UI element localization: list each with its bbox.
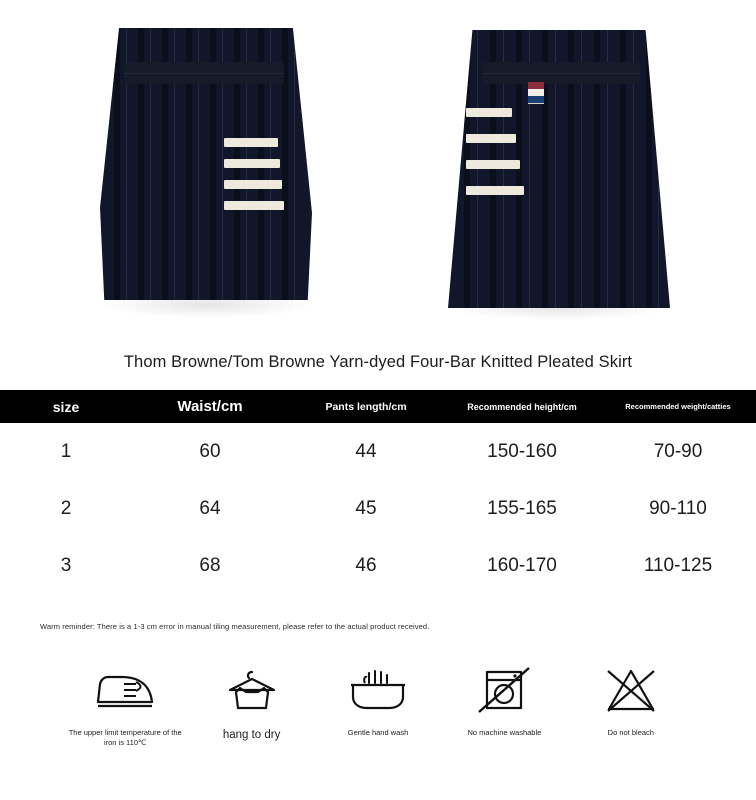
care-label-hand-wash: Gentle hand wash (347, 728, 409, 737)
product-title: Thom Browne/Tom Browne Yarn-dyed Four-Bar Knitted Pleated Skirt (123, 353, 633, 371)
header-waist: Waist/cm (132, 390, 288, 423)
product-photo-gallery (0, 0, 756, 330)
measurement-reminder: Warm reminder: There is a 1-3 cm error in manual tiling measurement, please refer to the actual product received. (40, 622, 430, 631)
cell-weight: 110-125 (643, 554, 713, 576)
care-label-hang-dry: hang to dry (222, 729, 281, 741)
header-length: Pants length/cm (288, 390, 444, 423)
cell-height: 155-165 (487, 497, 557, 519)
cell-weight: 70-90 (653, 440, 703, 462)
hand-wash-icon (315, 661, 441, 719)
grosgrain-tab-icon (528, 82, 544, 104)
iron-icon (62, 661, 188, 719)
care-item-hand-wash (315, 661, 441, 748)
care-item-hang-dry (188, 661, 314, 748)
product-photo-left (92, 0, 322, 320)
cell-length: 46 (355, 554, 377, 576)
header-height: Recommended height/cm (444, 390, 600, 423)
cell-size: 2 (60, 497, 72, 519)
cell-height: 150-160 (487, 440, 557, 462)
care-item-iron (62, 661, 188, 748)
care-label-iron: The upper limit temperature of the iron is 110℃ (68, 728, 182, 747)
care-item-no-machine-wash (441, 661, 567, 748)
header-size: size (0, 390, 132, 423)
hang-to-dry-icon (188, 661, 314, 719)
header-weight: Recommended weight/catties (600, 390, 756, 423)
table-row (0, 480, 756, 537)
care-label-no-bleach: Do not bleach (607, 728, 654, 737)
table-row (0, 537, 756, 594)
cell-length: 44 (355, 440, 377, 462)
do-not-bleach-icon (568, 661, 694, 719)
care-item-no-bleach (568, 661, 694, 748)
four-bar-stripes (466, 108, 524, 200)
cell-waist: 68 (199, 554, 221, 576)
cell-size: 3 (60, 554, 72, 576)
cell-waist: 60 (199, 440, 221, 462)
product-photo-right (440, 0, 680, 320)
cell-height: 160-170 (487, 554, 557, 576)
table-row (0, 423, 756, 480)
table-header-row (0, 390, 756, 423)
cell-size: 1 (60, 440, 72, 462)
four-bar-stripes (224, 138, 280, 212)
skirt-waistband (124, 62, 284, 84)
care-label-no-machine-wash: No machine washable (467, 728, 542, 737)
no-machine-wash-icon (441, 661, 567, 719)
size-chart-table (0, 390, 756, 594)
cell-weight: 90-110 (649, 497, 707, 519)
skirt-waistband (482, 62, 640, 84)
cell-waist: 64 (199, 497, 221, 519)
cell-length: 45 (355, 497, 377, 519)
care-instructions (0, 631, 756, 748)
